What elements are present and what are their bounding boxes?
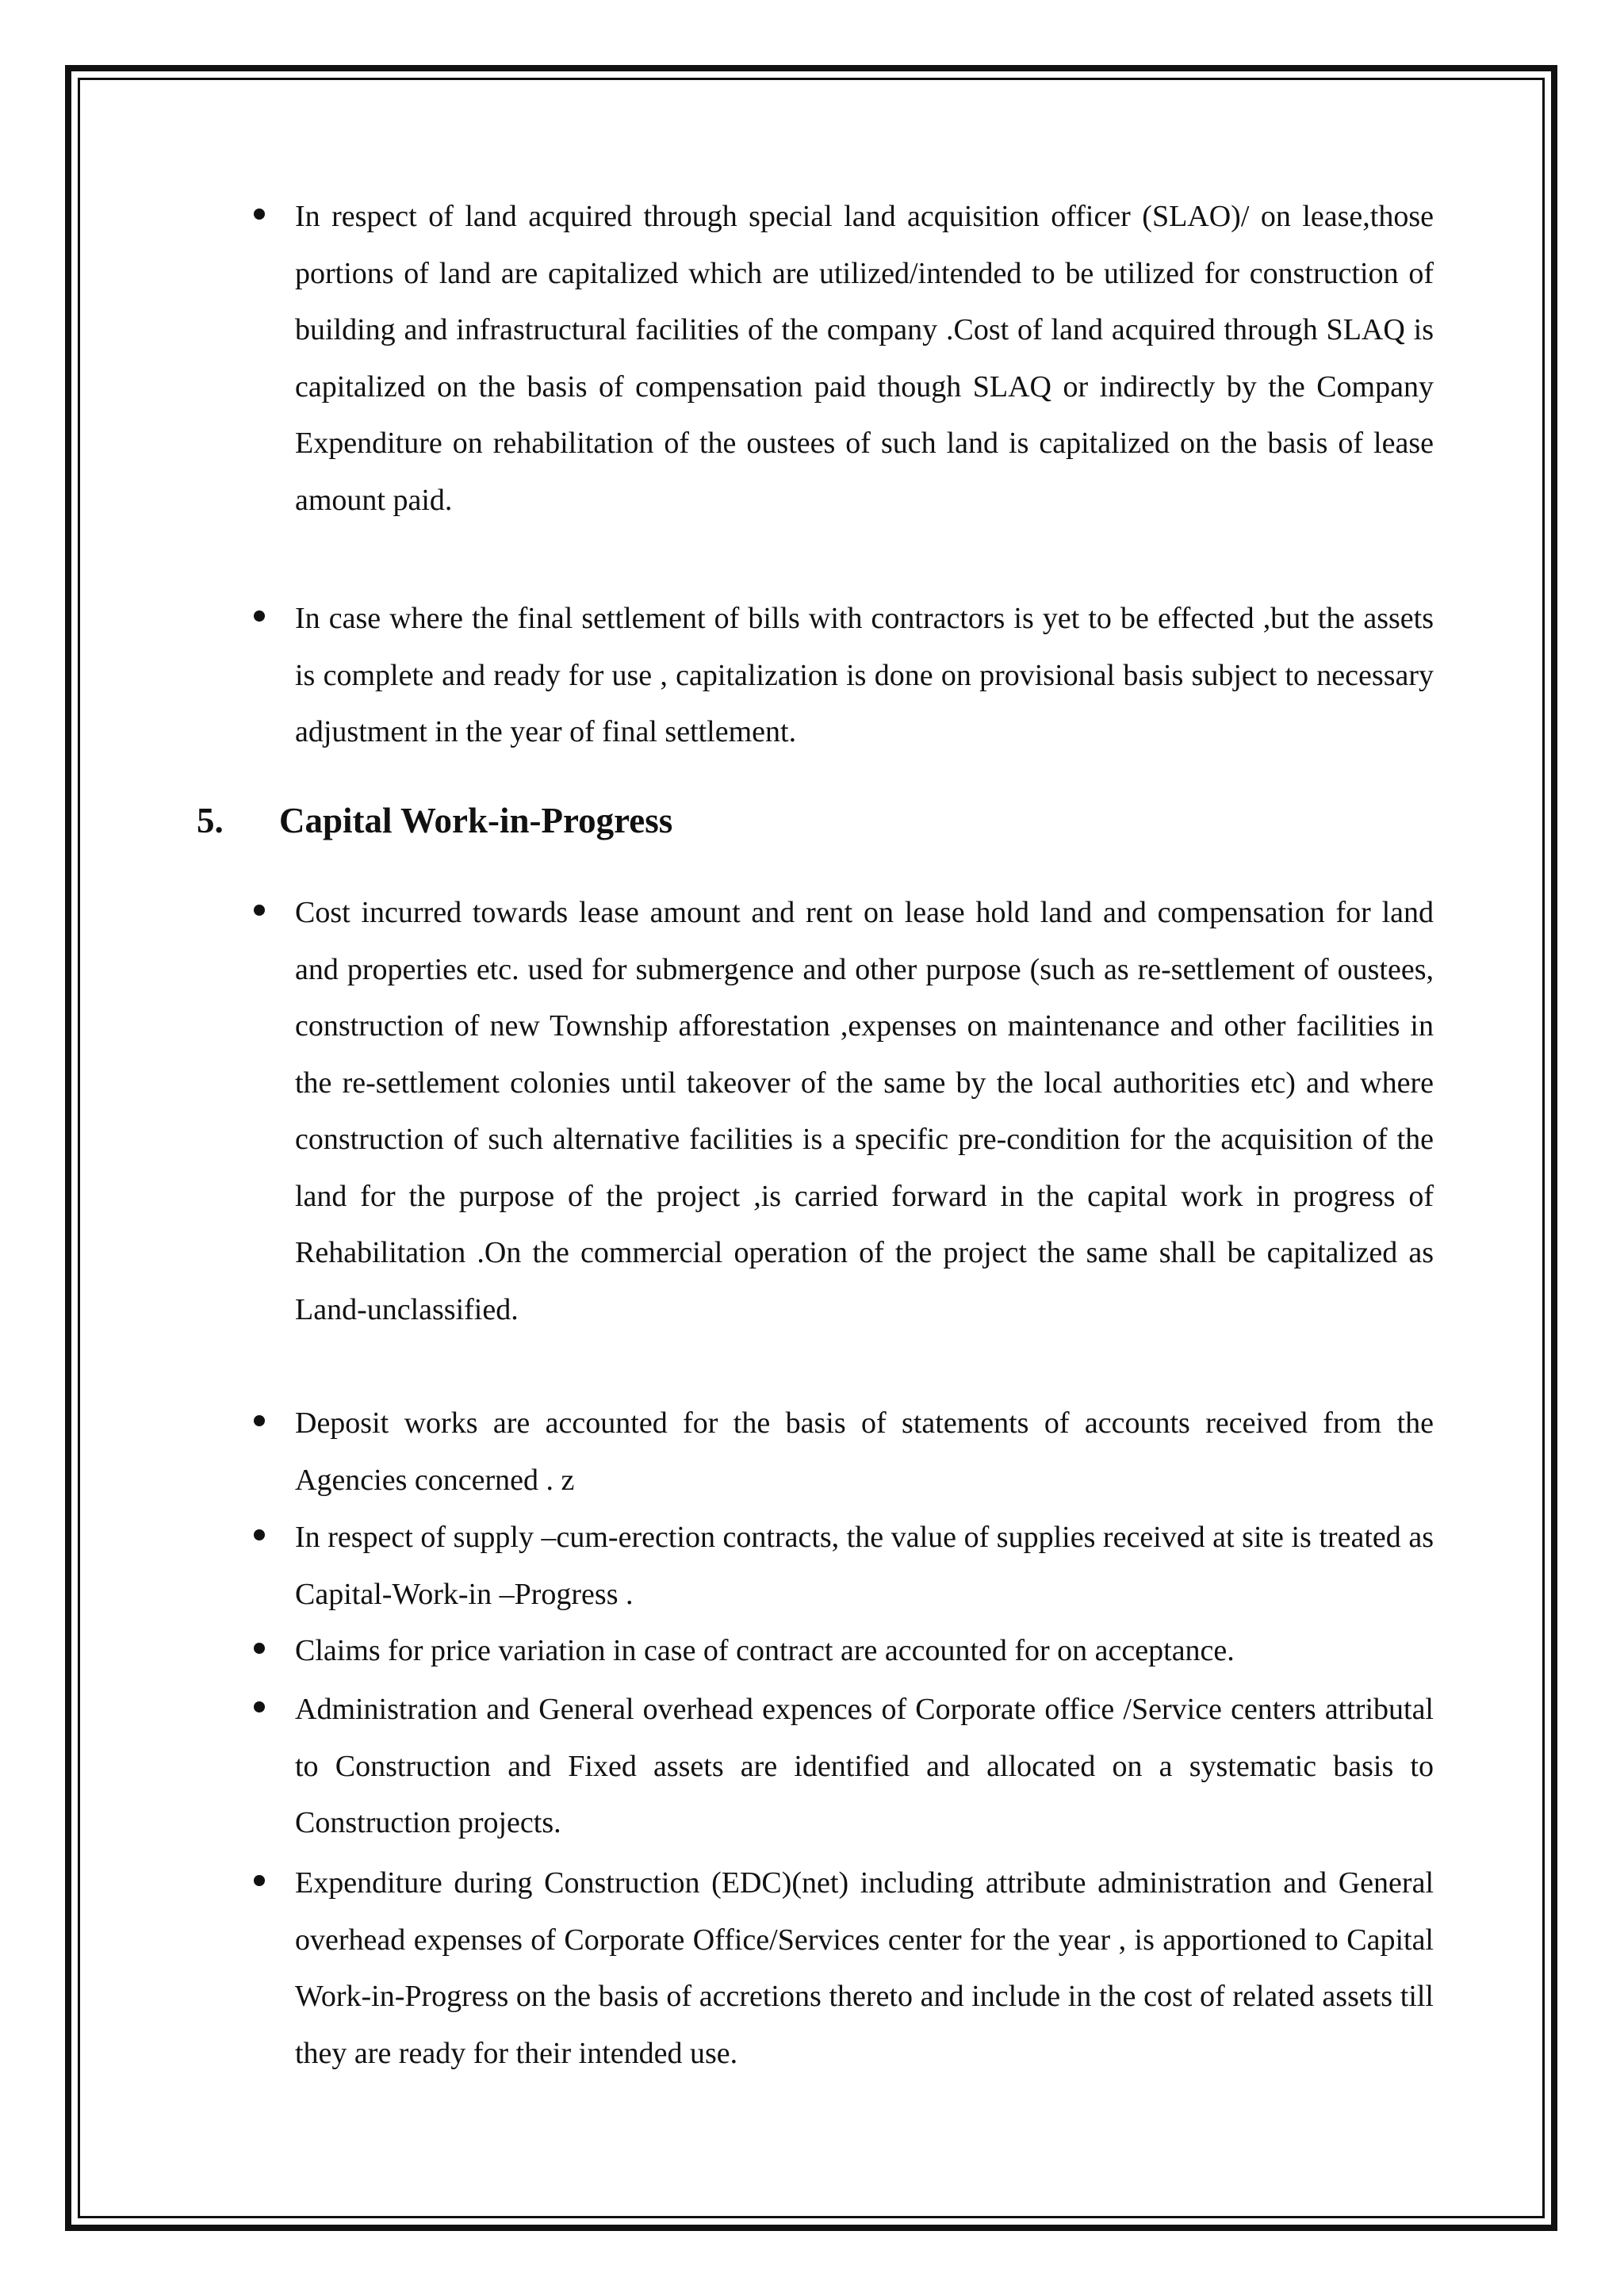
list-item-text: Expenditure during Construction (EDC)(net) including attribute administration and General overhead expenses of Corporate Office/Services center for the year , is apportioned to Capital Work-in-Progress on the basis of accretions thereto and include in the cost of related assets till they are ready for their intended use. (295, 1866, 1434, 2070)
bullet-icon (254, 1701, 265, 1712)
bullet-icon (254, 1529, 265, 1540)
list-item-text: Claims for price variation in case of contract are accounted for on acceptance. (295, 1634, 1235, 1667)
section-title: Capital Work-in-Progress (279, 801, 673, 840)
section-number: 5. (197, 801, 224, 840)
bullet-icon (254, 1875, 265, 1886)
list-item-text: Cost incurred towards lease amount and rent on lease hold land and compensation for land and properties etc. used for submergence and other purpose (such as re-settlement of oustees, construction of new Township afforestation ,expenses on maintenance and other facilities in the re-settlement colonies until takeover of the same by the local authorities etc) and where construction of such alternative facilities is a specific pre-condition for the acquisition of the land for the purpose of the project ,is carried forward in the capital work in progress of Rehabilitation .On the commercial operation of the project the same shall be capitalized as Land-unclassified. (295, 896, 1434, 1326)
list-item (295, 1855, 1434, 2082)
list-item (295, 1623, 1434, 1680)
list-item (295, 1395, 1434, 1509)
list-item-text: In respect of supply –cum-erection contracts, the value of supplies received at site is treated as Capital-Work-in –Progress . (295, 1521, 1434, 1611)
bullet-icon (254, 610, 265, 622)
list-item (295, 885, 1434, 1338)
list-item-text: Administration and General overhead expences of Corporate office /Service centers attributal to Construction and Fixed assets are identified and allocated on a systematic basis to Construction projects. (295, 1693, 1434, 1839)
bullet-icon (254, 1643, 265, 1654)
bullet-icon (254, 905, 265, 916)
list-item-text: In case where the final settlement of bills with contractors is yet to be effected ,but the assets is complete and ready for use , capitalization is done on provisional basis subject to necessary adjustment in the year of final settlement. (295, 602, 1434, 748)
list-item-text: In respect of land acquired through special land acquisition officer (SLAO)/ on lease,those portions of land are capitalized which are utilized/intended to be utilized for construction of building and infrastructural facilities of the company .Cost of land acquired through SLAQ is capitalized on the basis of compensation paid though SLAQ or indirectly by the Company Expenditure on rehabilitation of the oustees of such land is capitalized on the basis of lease amount paid. (295, 200, 1434, 517)
list-item (295, 189, 1434, 529)
list-item-text: Deposit works are accounted for the basis of statements of accounts received from the Agencies concerned . z (295, 1406, 1434, 1497)
list-item (295, 1682, 1434, 1852)
list-item (295, 1510, 1434, 1623)
bullet-icon (254, 209, 265, 220)
bullet-icon (254, 1415, 265, 1426)
list-item (295, 591, 1434, 761)
